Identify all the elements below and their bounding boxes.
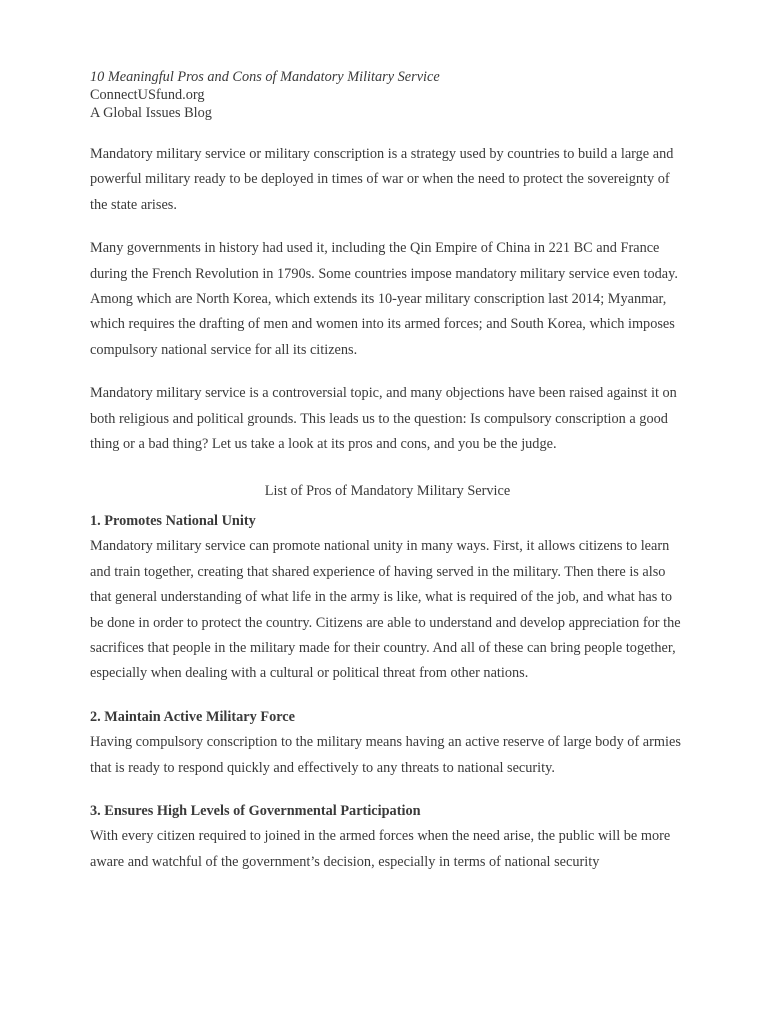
pro-item — [90, 799, 685, 875]
intro-paragraph: Mandatory military service or military conscription is a strategy used by countries to build a large and powerful military ready to be deployed in times of war or when the need to protect the sovereignty of the state arises. — [90, 146, 674, 213]
pro-item-body: With every citizen required to joined in the armed forces when the need arise, the public will be more aware and watchful of the government’s decision, especially in terms of national security — [90, 828, 671, 870]
pro-item-body: Mandatory military service can promote national unity in many ways. First, it allows citizens to learn and train together, creating that shared experience of having served in the military. Then there is also that general understanding of what life in the army is like, what is required of the job, and what has to be done in order to protect the country. Citizens are able to understand and develop appreciation for the sacrifices that people in the military made for their country. And all of these can bring people together, especially when dealing with a cultural or political threat from other nations. — [90, 538, 681, 682]
blog-subtitle: A Global Issues Blog — [90, 105, 212, 121]
pro-item-body: Having compulsory conscription to the military means having an active reserve of large body of armies that is ready to respond quickly and effectively to any threats to national security. — [90, 734, 681, 776]
pro-item-heading: 3. Ensures High Levels of Governmental Participation — [90, 802, 421, 819]
pro-item — [90, 705, 685, 781]
intro-paragraph: Mandatory military service is a controversial topic, and many objections have been raised against it on both religious and political grounds. This leads us to the question: Is compulsory conscription a good thing or a bad thing? Let us take a look at its pros and cons, and you be the judge. — [90, 385, 677, 453]
intro-paragraph: Many governments in history had used it, including the Qin Empire of China in 221 BC and France during the French Revolution in 1790s. Some countries impose mandatory military service even today. Among which are North Korea, which extends its 10-year military conscription last 2014; Myanmar, which requires the drafting of men and women into its armed forces; and South Korea, which imposes compulsory national service for all its citizens. — [90, 240, 678, 358]
document-page — [90, 68, 685, 875]
pro-item-heading: 1. Promotes National Unity — [90, 512, 256, 529]
pro-item-heading: 2. Maintain Active Military Force — [90, 708, 296, 725]
document-title: 10 Meaningful Pros and Cons of Mandatory Military Service — [90, 69, 440, 85]
pros-section-title: List of Pros of Mandatory Military Service — [264, 483, 511, 500]
source-site: ConnectUSfund.org — [90, 87, 205, 103]
pro-item — [90, 509, 685, 687]
